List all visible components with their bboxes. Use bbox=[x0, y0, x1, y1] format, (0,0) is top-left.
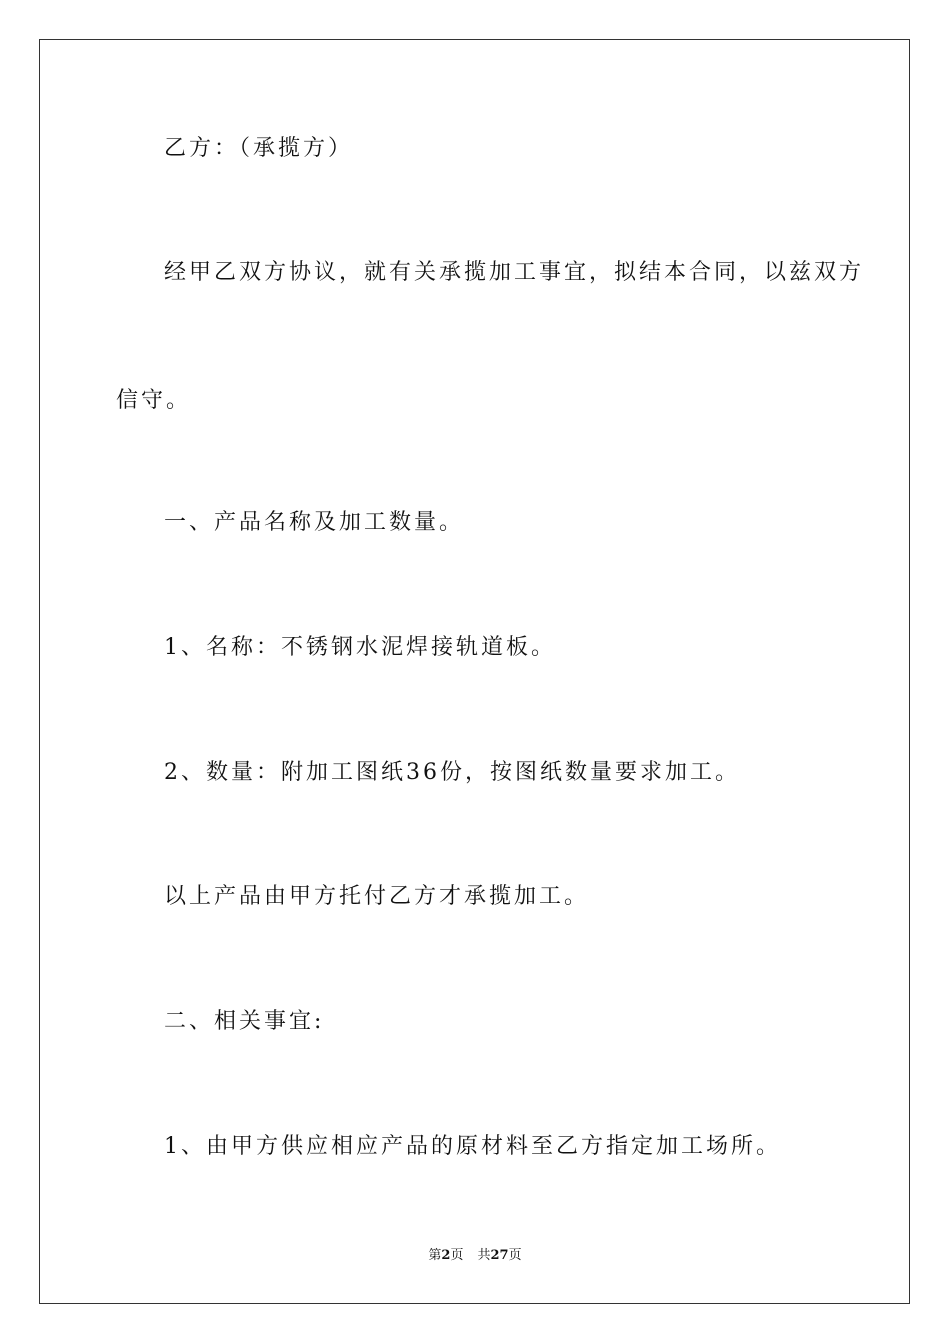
section-2-item-1: 1、由甲方供应相应产品的原材料至乙方指定加工场所。 bbox=[164, 1134, 781, 1159]
agreement-paragraph-line-1: 经甲乙双方协议，就有关承揽加工事宜，拟结本合同，以兹双方 bbox=[164, 260, 865, 285]
commission-statement: 以上产品由甲方托付乙方才承揽加工。 bbox=[164, 884, 590, 909]
item-2-quantity: 2、数量：附加工图纸36份，按图纸数量要求加工。 bbox=[164, 760, 740, 785]
page-prefix: 第 bbox=[428, 1248, 442, 1263]
total-pages: 27 bbox=[490, 1248, 509, 1263]
item-1-name: 1、名称：不锈钢水泥焊接轨道板。 bbox=[164, 635, 556, 660]
page-footer bbox=[0, 1247, 950, 1265]
party-b-line: 乙方：（承揽方） bbox=[164, 136, 354, 161]
section-1-heading: 一、产品名称及加工数量。 bbox=[164, 510, 465, 535]
total-prefix: 共 bbox=[477, 1248, 491, 1263]
page-number: 2 bbox=[441, 1248, 451, 1263]
page-suffix: 页 bbox=[450, 1248, 464, 1263]
total-suffix: 页 bbox=[508, 1248, 522, 1263]
section-2-heading: 二、相关事宜: bbox=[164, 1009, 325, 1034]
agreement-paragraph-line-2: 信守。 bbox=[116, 388, 192, 413]
page-border bbox=[39, 39, 910, 1304]
